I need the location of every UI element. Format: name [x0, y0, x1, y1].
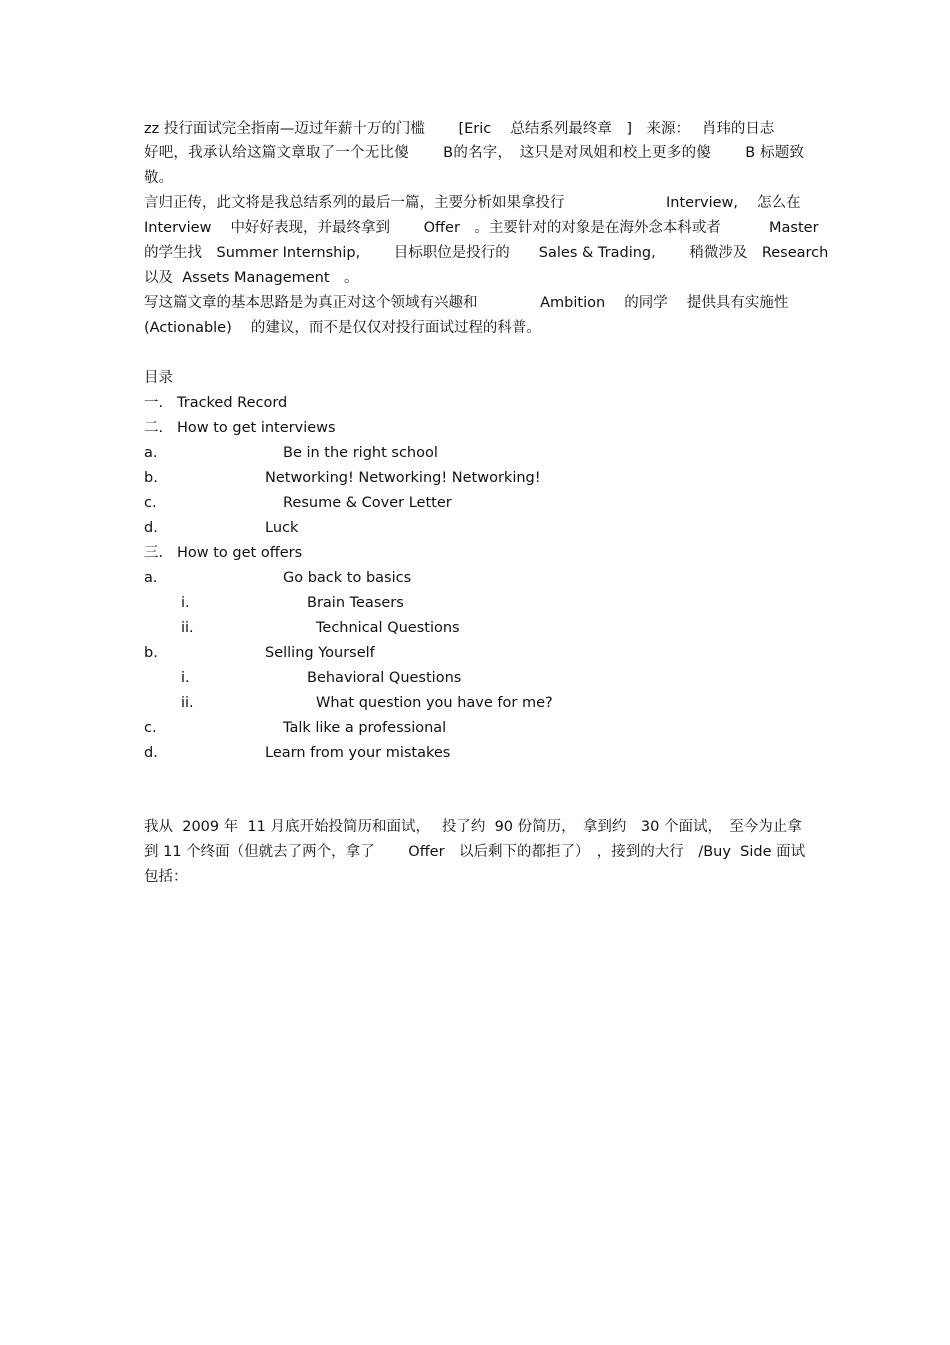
intro-line-2: 敬。: [144, 170, 173, 186]
toc-marker: a.: [144, 570, 158, 586]
intro-line-1: 好吧，我承认给这篇文章取了一个无比傻 B的名字， 这只是对凤姐和校上更多的傻 B 标题致: [144, 145, 804, 161]
toc-text: Luck: [265, 520, 299, 536]
toc-marker: a.: [144, 445, 158, 461]
p2-line-1: 言归正传，此文将是我总结系列的最后一篇，主要分析如果拿投行 Interview, 怎么在: [144, 195, 801, 211]
paragraph-2: [144, 191, 829, 291]
toc-text: Go back to basics: [283, 570, 412, 586]
toc-text: Tracked Record: [177, 395, 288, 411]
p2-line-4: 以及 Assets Management 。: [144, 270, 359, 286]
toc-marker: ii.: [181, 695, 194, 711]
toc-text: Resume & Cover Letter: [283, 495, 452, 511]
toc-heading: 目录: [144, 370, 173, 386]
intro-paragraph: [144, 141, 804, 191]
p4-line-1: 我从 2009 年 11 月底开始投简历和面试， 投了约 90 份简历， 拿到约 30 个面试， 至今为止拿: [144, 819, 802, 835]
toc-marker: d.: [144, 520, 158, 536]
toc-text: Brain Teasers: [307, 595, 404, 611]
toc-marker: b.: [144, 470, 158, 486]
toc-text: Networking! Networking! Networking!: [265, 470, 541, 486]
p3-line-2: (Actionable) 的建议，而不是仅仅对投行面试过程的科普。: [144, 320, 541, 336]
p4-line-2: 到 11 个终面（但就去了两个，拿了 Offer 以后剩下的都拒了） ，接到的大行 /Buy Side 面试: [144, 844, 806, 860]
toc-marker: i.: [181, 595, 190, 611]
toc-marker: b.: [144, 645, 158, 661]
toc-text: How to get interviews: [177, 420, 336, 436]
toc-marker: 二.: [144, 420, 164, 436]
toc-text: Technical Questions: [316, 620, 460, 636]
toc-text: Learn from your mistakes: [265, 745, 451, 761]
p2-line-2: Interview 中好好表现，并最终拿到 Offer 。主要针对的对象是在海外念本科或者 Master: [144, 220, 819, 236]
paragraph-4: [144, 815, 804, 890]
p4-line-3: 包括：: [144, 869, 188, 885]
title-line: zz 投行面试完全指南—迈过年薪十万的门槛 [Eric 总结系列最终章 ] 来源： 肖玮的日志: [144, 121, 775, 137]
toc-marker: ii.: [181, 620, 194, 636]
toc-marker: c.: [144, 720, 157, 736]
toc-text: How to get offers: [177, 545, 303, 561]
p3-line-1: 写这篇文章的基本思路是为真正对这个领域有兴趣和 Ambition 的同学 提供具有实施性: [144, 295, 789, 311]
p2-line-3: 的学生找 Summer Internship, 目标职位是投行的 Sales & Trading, 稍微涉及 Research: [144, 245, 829, 261]
paragraph-3: [144, 291, 804, 341]
toc-marker: 一.: [144, 395, 164, 411]
toc-text: Selling Yourself: [265, 645, 375, 661]
toc-text: Talk like a professional: [283, 720, 447, 736]
toc-marker: c.: [144, 495, 157, 511]
toc-text: Be in the right school: [283, 445, 438, 461]
toc-marker: d.: [144, 745, 158, 761]
toc-text: What question you have for me?: [316, 695, 553, 711]
toc-marker: 三.: [144, 545, 164, 561]
toc-marker: i.: [181, 670, 190, 686]
toc-text: Behavioral Questions: [307, 670, 462, 686]
